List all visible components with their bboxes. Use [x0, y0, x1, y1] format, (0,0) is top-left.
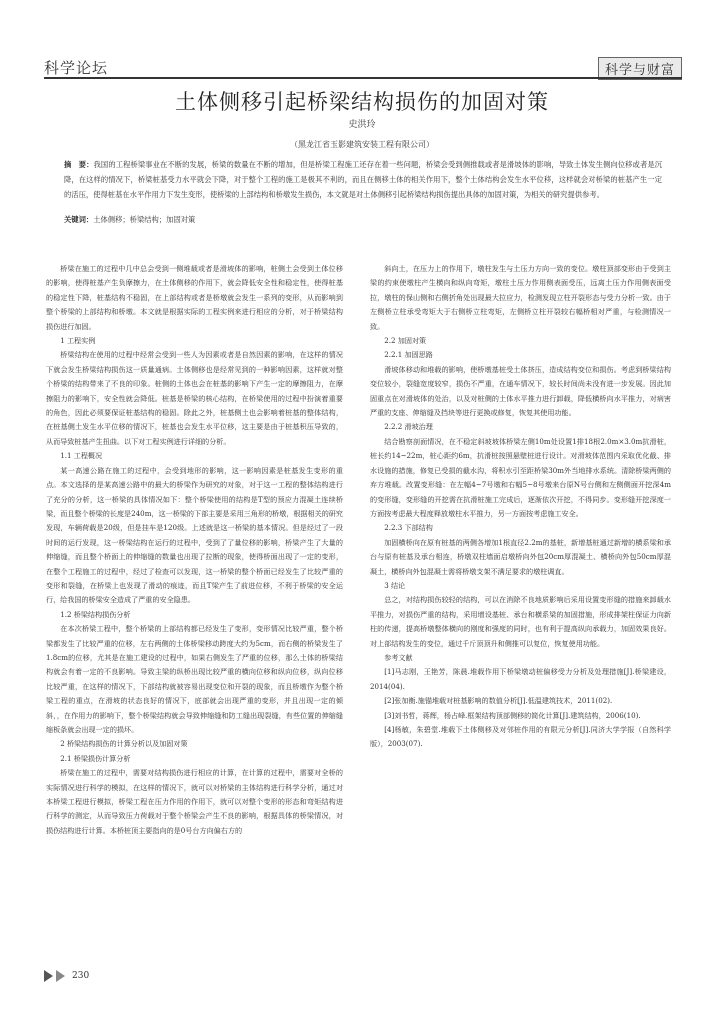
body-paragraph: 某一高速公路在施工的过程中，会受到地形的影响，这一影响因素是桩基发生变形的重点。本文选择的是某高速公路中的最大的桥梁作为研究的对象，对于这一工程的整体结构进行了充分的分析，这一桥梁的具体情况如下：整个桥梁使用的结构是T型的预应力混凝土连续桥梁，而且整个桥梁的长度是240m，这一桥梁的下部主要是采用三角形的桥墩，根据相关的研究发现，车辆荷载是20级，但是挂车是120级。上述就是这一桥梁的基本情况。但是经过了一段时间的运行发现，这一桥梁结构在运行的过程中，受到了了量位移的影响，桥梁产生了大量的伸缩缝，而且整个桥面上的伸缩缝的数量也出现了拉断的现象，使得桥面出现了一定的变形，在整个工程施工的过程中，经过了检查可以发现，这一桥梁的整个桥面已经发生了比较严重的变形和裂缝，在桥梁上也发现了滑动的痕迹，而且T梁产生了前进位移，不利于桥梁的安全运行，给我国的桥梁安全造成了严重的安全隐患。 — [46, 465, 343, 605]
reference-item: [2]张加衡.施锚堆载对桩基影响的数值分析[J].低温建筑技术，2011(02). — [384, 696, 613, 706]
body-column-right — [370, 262, 671, 752]
reference-item: [4]杨敏，朱碧堂.堆载下土体侧移及对邻桩作用的有限元分析[J].同济大学学报（自然科学版），2003(07). — [370, 725, 671, 749]
section-heading: 2.2.1 加固思路 — [384, 350, 433, 360]
section-heading: 参考文献 — [384, 652, 413, 662]
journal-name: 科学与财富 — [598, 57, 682, 80]
article-affiliation: （黑龙江省玉影建筑安装工程有限公司） — [290, 140, 434, 149]
page-footer — [44, 970, 89, 982]
section-heading: 1 工程实例 — [60, 336, 96, 346]
article-title: 土体侧移引起桥梁结构损伤的加固对策 — [175, 90, 549, 114]
body-paragraph: 滑坡体移动和堆载的影响，使桥墩基桩受土体挤压，造成结构变位和损伤。考虑到桥梁结构变位较小，裂缝宽度较窄，损伤不严重，在通车情况下，较长时间尚未没有进一步发展。因此加固重点在对滑坡体的处治，以及对桩侧的土体水平推力进行卸载，降低横桥向水平推力，对病害严重的支座、伸缩缝及挡块等进行更换或修复，恢复其使用功能。 — [370, 364, 671, 418]
page-number: 230 — [72, 971, 90, 981]
keywords — [64, 215, 662, 225]
body-paragraph: 在本次桥梁工程中，整个桥梁的上部结构都已经发生了变形，变形情况比较严重，整个桥梁都发生了比较严重的位移，左右两侧的土体桥梁移动跨度大约为5cm，而右侧的桥梁发生了1.8cm的位移，尤其是在施工建设的过程中，如果右侧发生了严重的位移，那么土体的桥梁结构就会有着一定的不良影响。导致主梁的纵桥出现比较严重的横向位移和纵向位移，纵向位移比较严重，在这样的情况下，下部结构就被容易出现变位和开裂的现象，而且桥墩作为整个桥梁工程的重点，在滑坡的状态良好的情况下，底部就会出现严重的变形，并且出现一定的倾斜，，在作用力的影响下，整个桥梁结构就会导致伸缩缝和防工缝出现裂缝，有些位置的伸缩缝缩板条就会出现一定的损坏。 — [46, 624, 343, 734]
header-rule — [44, 77, 682, 79]
body-paragraph: 桥梁在施工的过程中，需要对结构损伤进行相应的计算，在计算的过程中，需要对全桥的实际情况进行科学的模拟，在这样的情况下，就可以对桥梁的主体结构进行科学分析，通过对本桥梁工程进行模拟，桥梁工程在压力作用的作用下，就可以对整个变形的形态和弯矩结构进行科学的测定，从而导致压力荷载对于整个桥梁会产生不良的影响，根据具体的桥梁情况，对损伤结构进行计算。本桥桩顶主要指向的是0号台方向偏右方的 — [46, 768, 343, 835]
section-heading: 1.1 工程概况 — [60, 451, 103, 461]
reference-item: [3]刘书哲，蒋辉，杨占峰.框架结构顶部侧移的简化计算[J].建筑结构，2006(10). — [384, 710, 641, 720]
section-heading: 2.1 桥梁损伤计算分析 — [60, 753, 131, 763]
reference-item: [1]马志刚，王艳芳，陈晨.堆载作用下桥梁墩动桩偏移受力分析及处理措施[J].桥梁建设，2014(04). — [370, 667, 671, 691]
body-column-left — [46, 262, 343, 838]
section-heading: 1.2 桥梁结构损伤分析 — [60, 609, 131, 619]
abstract-text: 我国的工程桥梁事业在不断的发展，桥梁的数量在不断的增加，但是桥梁工程施工还存在着一些问题，桥梁会受到侧推载或者是滑坡体的影响，导致土体发生侧向位移或者是沉降，在这样的情况下，桥梁桩基受力水平就会下降，对于整个工程的施工是极其不利的，而且在侧移土体的相关作用下，整个土体结构会发生水平位移，这样就会对桥梁的桩基产生一定的活压，使得桩基在水平作用力下发生变形，使桥梁的上部结构和桥墩发生损伤，本文就是对土体侧移引起桥梁结构损伤提出具体的加固对策，为相关的研究提供参考。 — [64, 160, 663, 199]
body-paragraph: 总之，对结构损伤较轻的结构，可以在消除不良地质影响后采用设置变形缝的措施来卸载水平推力，对损伤严重的结构，采用增设基桩、承台和横系梁的加固措施，形成排架柱保证力向新柱的传递，提高桥墩整体横向的刚度和强度的同时，也有利于提高纵向承载力，加固效果良好。对上部结构发生的变位，通过千斤顶顶升和侧推可以复位，恢复使用功能。 — [370, 595, 671, 648]
body-paragraph: 结合勘察剖面情况，在不稳定斜坡坡体桥梁左侧10m处设置1排18根2.0m×3.0m抗滑桩，桩长约14~22m，桩心距约6m，抗滑桩按照悬壁桩进行设计。对滑坡体范围内采取优化截、排水设施的措施，修复已受损的截水沟，将积水引至距桥梁30m外当地排水系统。清除桥梁两侧的弃方堆载。改置变形缝：在左幅4~7号墩和右幅5~8号墩来台原N号台侧和左侧侧面开挖深4m的变形缝，变形缝的开挖需在抗滑桩施工完成后，逐渐依次开挖，不得同步。变形缝开挖深度一方面按考虑最大程度释放墩柱水平推力，另一方面按考虑施工安全。 — [370, 436, 671, 518]
section-label: 科学论坛 — [44, 59, 109, 77]
triangle-marker-icon — [56, 970, 65, 982]
triangle-marker-icon — [44, 970, 53, 982]
section-heading: 2.2 加固对策 — [384, 336, 427, 346]
section-heading: 2 桥梁结构损伤的计算分析以及加固对策 — [60, 739, 188, 749]
section-heading: 2.2.2 滑坡治理 — [384, 422, 433, 432]
article-author: 史洪玲 — [348, 120, 376, 130]
body-paragraph: 加固横桥向在原有桩基的两侧各增加1根直径2.2m的基桩，新增基桩通过新增的横系梁和承台与原有桩基及承台相连，桥墩双柱墙面启墩桥向外包20cm厚混凝土、横桥向外包50cm厚混凝土，横桥向外包混凝土需将桥墩支架不满足要求的墩柱调直。 — [370, 537, 671, 576]
body-paragraph: 斜向土，在压力上的作用下，墩柱发生与土压力方向一致的变位。墩柱顶部变形由于受到主梁的约束使墩柱产生横向和纵向弯矩，墩柱土压力作用侧表面受压，远离土压力作用侧表面受拉，墩柱的保山侧和右侧折角处出现最大拉应力，检测发现立柱开裂形态与受力分析一致。由于左侧桥立柱承受弯矩大于右侧桥立柱弯矩，左侧桥立柱开裂较右幅桥相对严重，与检测情况一致。 — [370, 264, 671, 331]
body-paragraph: 桥梁结构在使用的过程中经常会受到一些人为因素或者是自然因素的影响，在这样的情况下就会发生桥梁结构损伤这一质量通病。土体侧移也是经常见到的一种影响因素，这样就对整个桥梁的结构带来了不良的印象。桩侧的土体也会在桩基的影响下产生一定的摩擦阻力，在摩擦阻力的影响下，安全性就会降低。桩基是桥梁的核心结构，在桥梁使用的过程中扮演着重要的角色，因此必须要保证桩基结构的稳固。除此之外，桩基侧土也会影响着桩基的整体结构，在桩基侧土发生水平位移的情况下，桩基也会发生水平位移，这主要是由于桩基积压导致的，从而导致桩基产生扭曲。以下对工程实例进行详细的分析。 — [46, 350, 343, 446]
keywords-label: 关键词： — [64, 215, 94, 224]
abstract — [64, 157, 662, 202]
keywords-text: 土体侧移；桥梁结构；加固对策 — [93, 215, 196, 224]
body-paragraph: 桥梁在施工的过程中几中总会受到一侧堆载或者是滑坡体的影响，桩侧土会受到土体位移的影响，使得桩基产生负摩擦力，在土体侧移的作用下，就会降低安全性和稳定性，使得桩基的稳定性下降，桩基结构不稳固，在上部结构或者是桥墩就会发生一系列的变形，从而影响到整个桥梁的上部结构和桥墩。本文就是根据实际的工程实例来进行相应的分析，对于桥梁结构损伤进行加固。 — [46, 264, 343, 331]
abstract-label: 摘 要： — [64, 160, 94, 169]
section-heading: 3 结论 — [384, 580, 406, 590]
section-heading: 2.2.3 下部结构 — [384, 523, 433, 533]
